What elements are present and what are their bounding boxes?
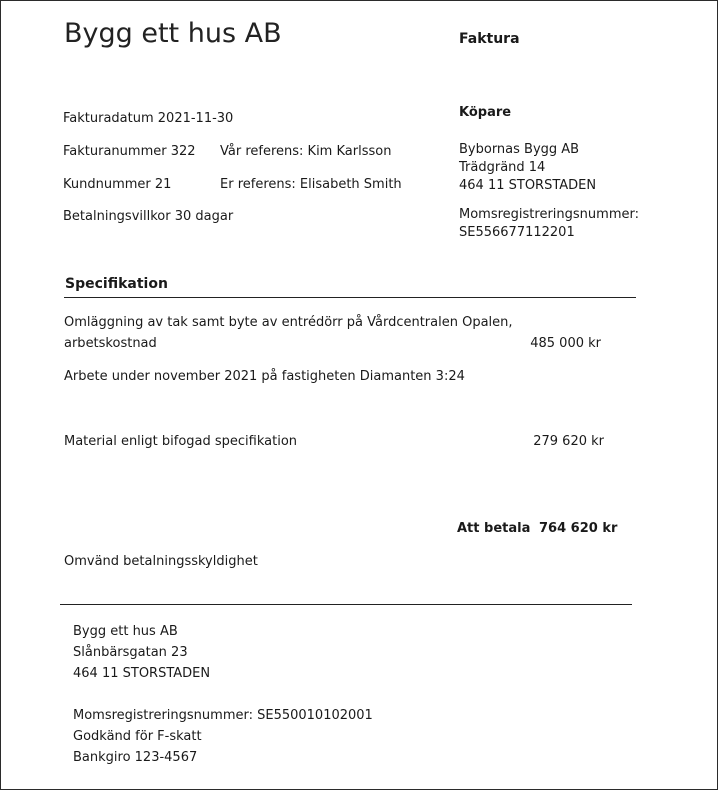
payment-terms: Betalningsvillkor 30 dagar (63, 209, 234, 224)
company-name: Bygg ett hus AB (64, 18, 282, 49)
buyer-name: Bybornas Bygg AB (459, 142, 580, 157)
buyer-address (459, 141, 639, 242)
specification-heading: Specifikation (65, 276, 168, 292)
line-item-1-description-1: Omläggning av tak samt byte av entrédörr på Vårdcentralen Opalen, (64, 315, 513, 330)
buyer-street: Trädgränd 14 (459, 160, 546, 175)
seller-bankgiro: Bankgiro 123-4567 (73, 750, 198, 765)
line-item-2-amount: 279 620 kr (533, 434, 604, 449)
specification-divider (64, 297, 636, 298)
seller-footer (73, 621, 373, 768)
total-label: Att betala (457, 521, 531, 536)
seller-postal: 464 11 STORSTADEN (73, 666, 211, 681)
total-amount: 764 620 kr (539, 521, 618, 536)
buyer-vat-number: SE556677112201 (459, 225, 575, 240)
document-title: Faktura (459, 31, 520, 47)
seller-street: Slånbärsgatan 23 (73, 645, 188, 660)
work-note: Arbete under november 2021 på fastigheten Diamanten 3:24 (64, 369, 465, 384)
reverse-charge-note: Omvänd betalningsskyldighet (64, 554, 258, 569)
buyer-heading: Köpare (459, 105, 512, 120)
seller-vat: Momsregistreringsnummer: SE550010102001 (73, 708, 373, 723)
invoice-number: Fakturanummer 322 (63, 144, 196, 159)
seller-ftax: Godkänd för F-skatt (73, 729, 202, 744)
line-item-1-amount: 485 000 kr (530, 336, 601, 351)
buyer-vat-label: Momsregistreringsnummer: (459, 207, 639, 222)
your-reference: Er referens: Elisabeth Smith (220, 177, 402, 192)
footer-divider (60, 604, 632, 605)
our-reference: Vår referens: Kim Karlsson (220, 144, 392, 159)
invoice-date: Fakturadatum 2021-11-30 (63, 111, 234, 126)
line-item-1-description-2: arbetskostnad (64, 336, 157, 351)
line-item-2-description: Material enligt bifogad specifikation (64, 434, 298, 449)
seller-name: Bygg ett hus AB (73, 624, 178, 639)
customer-number: Kundnummer 21 (63, 177, 172, 192)
buyer-postal: 464 11 STORSTADEN (459, 178, 597, 193)
